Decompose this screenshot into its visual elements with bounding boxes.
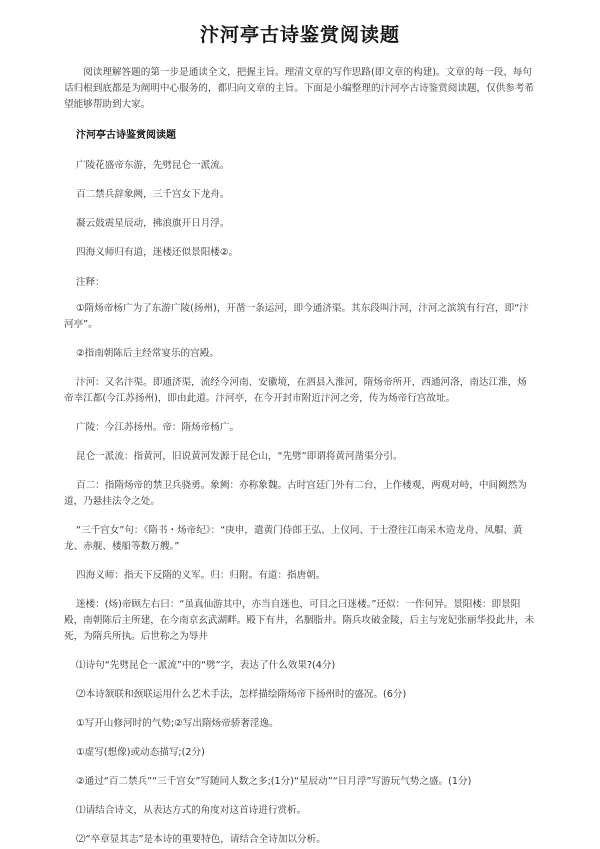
answer-item: ②通过“百二禁兵”“三千宫女”写随同人数之多;(1分)“星辰动”“日月浮”写游玩气势之盛。(1分) bbox=[76, 776, 472, 787]
question-item: ⑵“卒章显其志”是本诗的重要特色，请结合全诗加以分析。 bbox=[76, 834, 326, 845]
poem-line: 百二禁兵辞象阙，三千宫女下龙舟。 bbox=[76, 189, 230, 200]
note-paragraph: ①隋炀帝杨广为了东游广陵(扬州)，开凿一条运河，即今通济渠。其东段叫汴河，汴河之滨筑有行宫，即“汴河亭”。 bbox=[64, 303, 529, 330]
notes-block bbox=[64, 301, 536, 645]
note-paragraph: 汴河：又名汴渠。即通济渠，流经今河南、安徽境，在泗县入淮河，隋炀帝所开，西通河洛，南达江淮，炀帝幸江都(今江苏扬州)，即由此道。汴河亭，在今开封市附近汴河之旁，传为炀帝行宫故址。 bbox=[64, 377, 527, 404]
answer-item: ①虚写(想像)或动态描写;(2分) bbox=[76, 747, 205, 758]
section-subtitle: 汴河亭古诗鉴赏阅读题 bbox=[76, 130, 176, 141]
poem-line: 广陵花盛帝东游，先劈昆仑一派流。 bbox=[76, 160, 230, 171]
intro-paragraph: 阅读理解答题的第一步是通读全文，把握主旨。理清文章的写作思路(即文章的构建)。文章的每一段、每句话归根到底都是为阐明中心服务的，都归向文章的主旨。下面是小编整理的汴河亭古诗鉴赏阅读题，仅供参考希望能够帮助到大家。 bbox=[64, 67, 535, 110]
note-paragraph: “三千宫女”句：《隋书・炀帝纪》：“庚申，遣黄门侍郎王弘、上仪同、于士澄往江南采木造龙舟、凤艒、黄龙、赤舰、楼船等数万艘。” bbox=[64, 525, 523, 552]
answer-item: ①写开山修河时的气势;②写出隋炀帝骄奢淫逸。 bbox=[76, 718, 279, 729]
note-paragraph: 百二：指隋炀帝的禁卫兵骁勇。象阙：亦称象魏。古时宫廷门外有二台，上作楼观，两观对峙，中间阙然为道，乃悬挂法令之处。 bbox=[64, 480, 527, 507]
question-item: ⑵本诗颔联和颈联运用什么艺术手法，怎样描绘隋炀帝下扬州时的盛况。(6分) bbox=[76, 689, 407, 700]
poem-line: 凝云鼓震星辰动，拂浪旗开日月浮。 bbox=[76, 218, 230, 229]
poem-line: 四海义师归有道，迷楼还似景阳楼②。 bbox=[76, 247, 239, 258]
poem-block bbox=[64, 158, 536, 261]
note-paragraph: ②指南朝陈后主经常宴乐的宫殿。 bbox=[76, 348, 219, 359]
note-paragraph: 四海义师：指天下反隋的义军。归：归附。有道：指唐朝。 bbox=[76, 570, 326, 581]
notes-label: 注释： bbox=[76, 277, 105, 288]
note-paragraph: 昆仑一派流：指黄河，旧说黄河发源于昆仑山，“先劈”即谓将黄河凿渠分引。 bbox=[76, 451, 403, 462]
page-title: 汴河亭古诗鉴赏阅读题 bbox=[199, 24, 400, 46]
note-paragraph: 广陵：今江苏扬州。帝：隋炀帝杨广。 bbox=[76, 422, 240, 433]
question-item: ⑴诗句“先劈昆仑一派流”中的“劈”字，表达了什么效果?(4分) bbox=[76, 660, 336, 671]
question-item: ⑴请结合诗文，从表达方式的角度对这首诗进行赏析。 bbox=[76, 805, 307, 816]
note-paragraph: 迷楼：(炀)帝顾左右曰：“虽真仙游其中，亦当自迷也，可目之曰迷楼。”还似：一作何异。景阳楼：即景阳殿，南朝陈后主所建，在今南京玄武湖畔。殿下有井，名胭脂井。隋兵攻破金陵，后主与宠妃张丽华投此井，未死，为隋兵所执。后世称之为辱井 bbox=[64, 599, 535, 642]
questions-block bbox=[64, 658, 536, 848]
